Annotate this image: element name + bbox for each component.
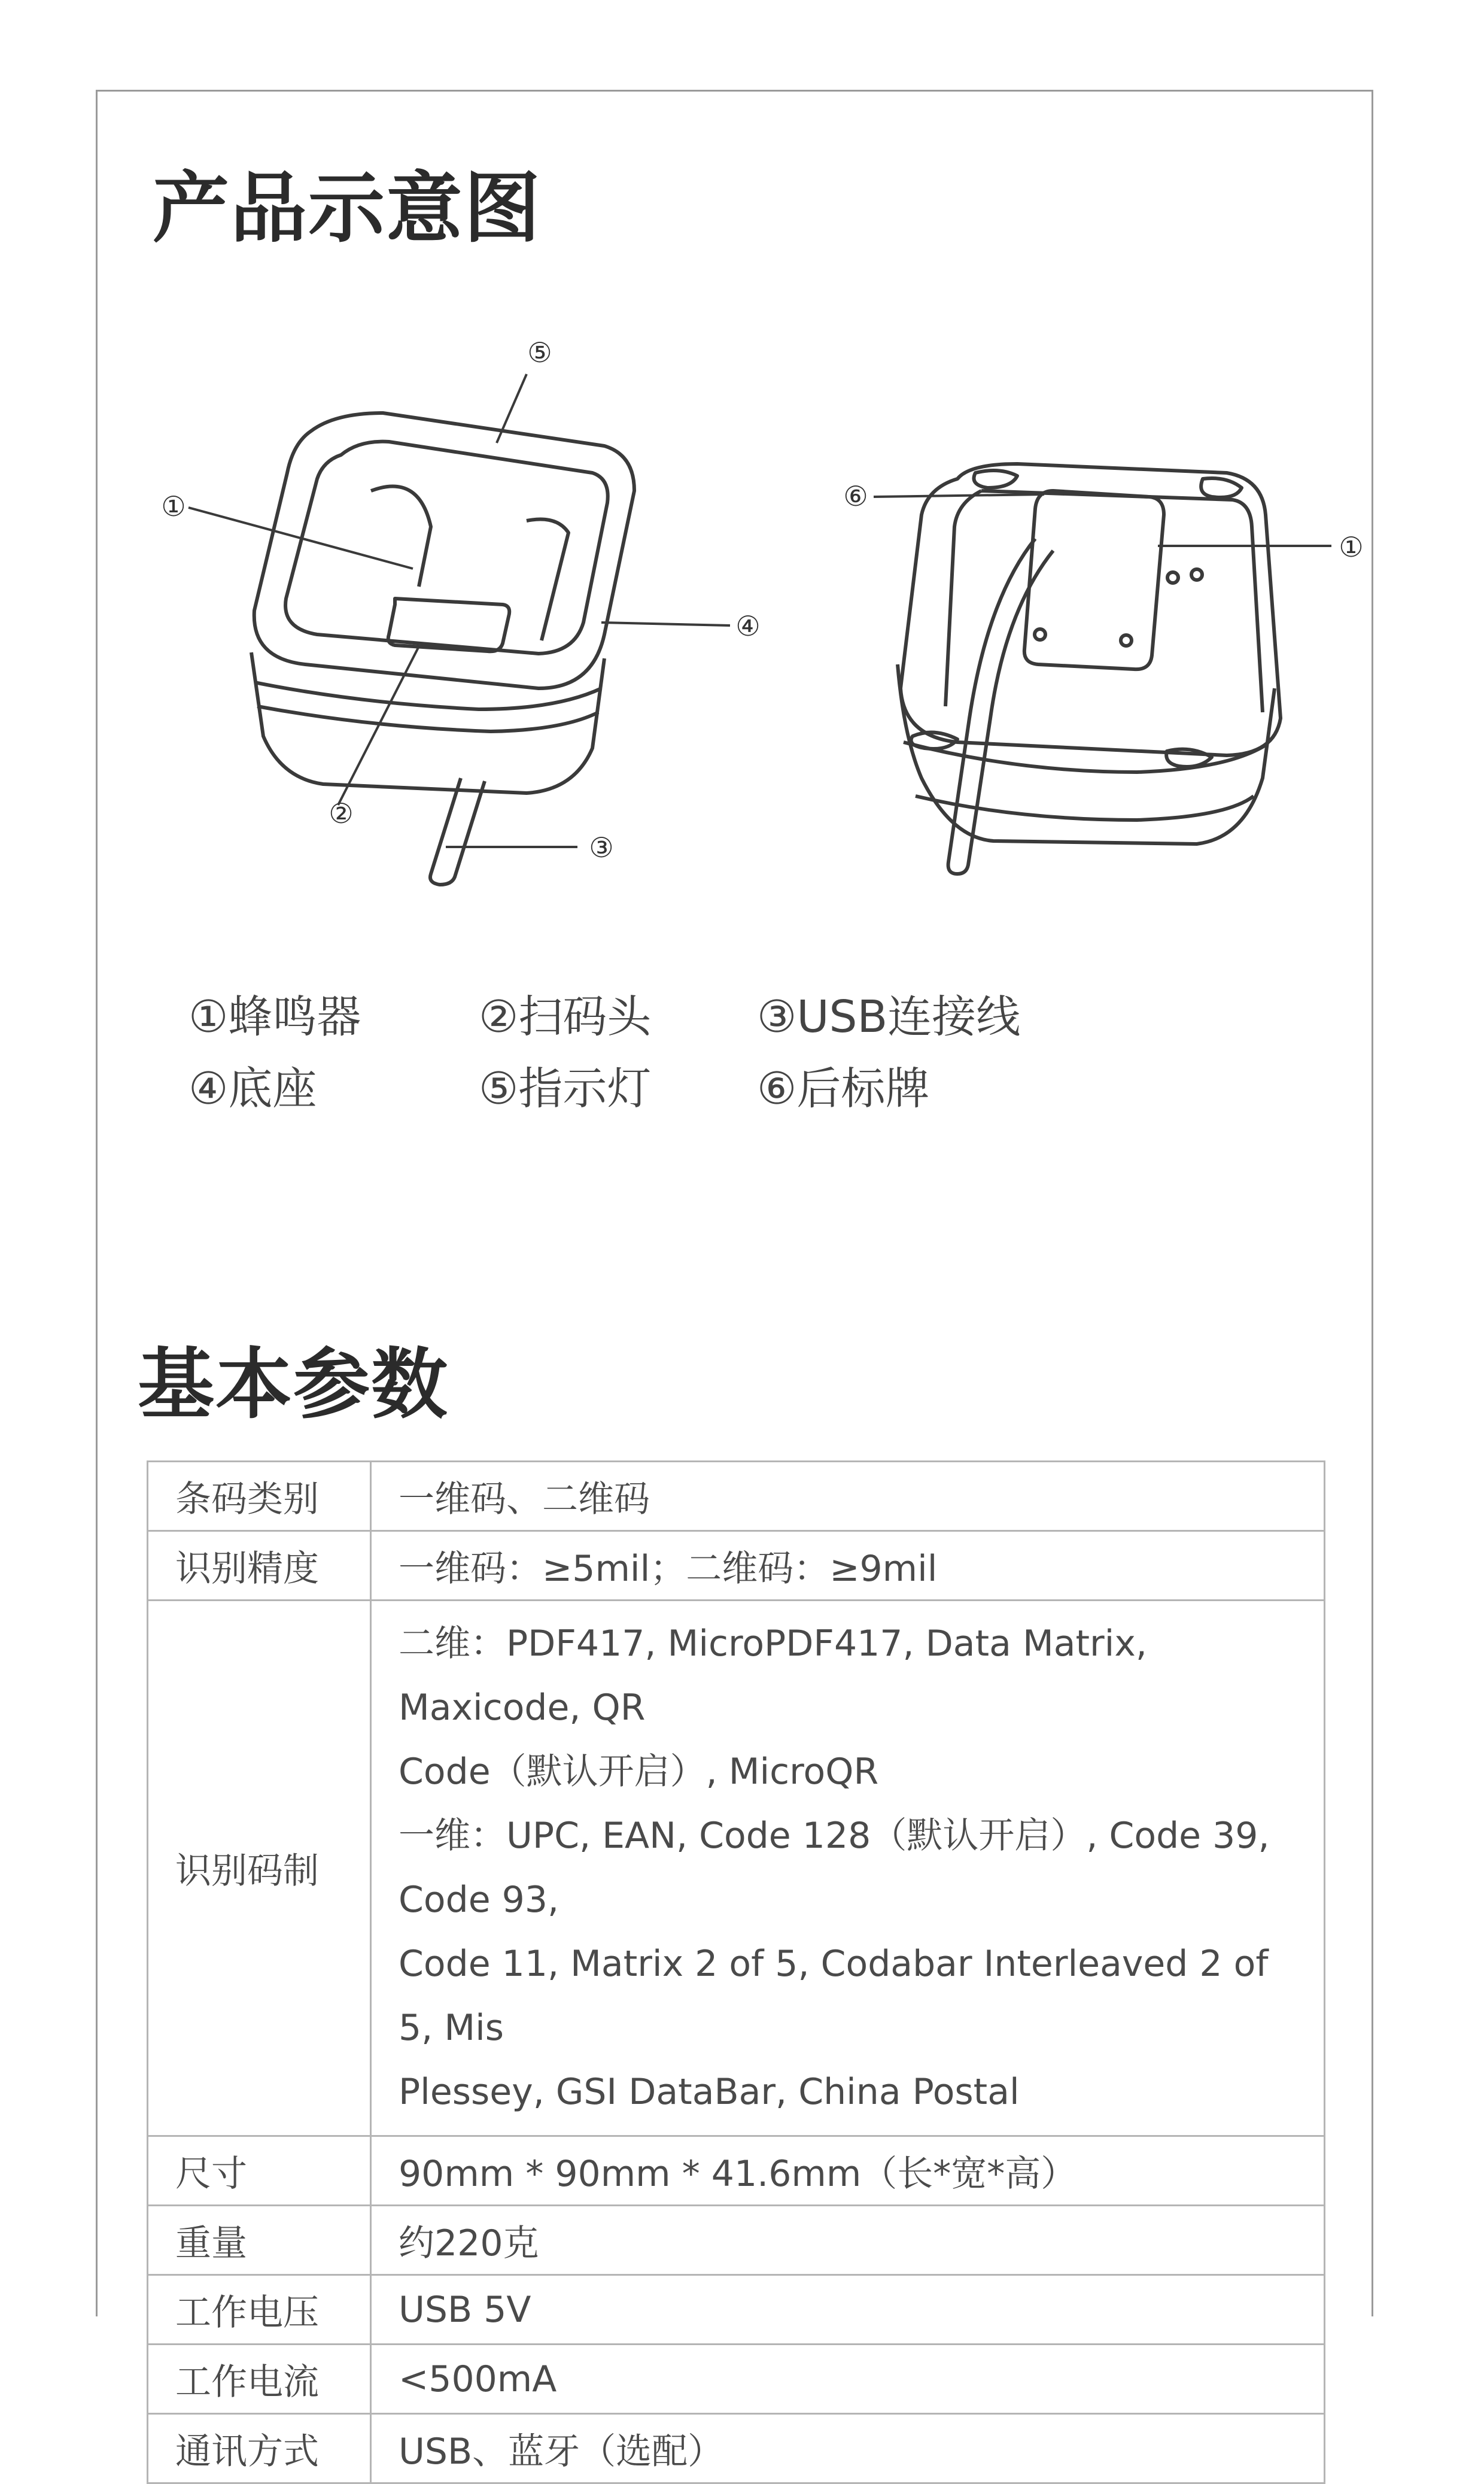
table-row	[148, 1601, 1325, 2136]
param-value: 约220克	[371, 2206, 1325, 2275]
legend-buzzer: ①蜂鸣器	[188, 991, 361, 1043]
callout-1-rear: ①	[1339, 531, 1364, 563]
param-value	[371, 1601, 1325, 2136]
legend-scan-head: ②扫码头	[479, 991, 652, 1043]
legend-rear-plate: ⑥后标牌	[757, 1063, 930, 1115]
param-key: 通讯方式	[148, 2414, 371, 2483]
param-key: 识别精度	[148, 1531, 371, 1601]
param-key: 识别码制	[148, 1601, 371, 2136]
params-table	[147, 1460, 1325, 2484]
param-value: USB、蓝牙（选配）	[371, 2414, 1325, 2483]
param-value-line: 二维：PDF417, MicroPDF417, Data Matrix, Maxicode, QR	[399, 1623, 1147, 1729]
param-value-line: Code 11, Matrix 2 of 5, Codabar Interleaved 2 of 5, Mis	[399, 1943, 1269, 2049]
param-key: 条码类别	[148, 1462, 371, 1531]
params-section-title: 基本参数	[138, 1340, 449, 1429]
param-value: USB 5V	[371, 2275, 1325, 2345]
param-key: 重量	[148, 2206, 371, 2275]
param-value-line: Code（默认开启）, MicroQR	[399, 1751, 879, 1793]
callout-3: ③	[589, 831, 614, 864]
front-view-drawing	[251, 413, 634, 885]
table-row	[148, 2414, 1325, 2483]
callout-4: ④	[735, 610, 761, 642]
legend-usb-cable: ③USB连接线	[757, 991, 1021, 1043]
product-diagram	[0, 0, 1484, 934]
table-row	[148, 2136, 1325, 2206]
param-value: 一维码、二维码	[371, 1462, 1325, 1531]
callout-2: ②	[329, 797, 354, 830]
table-row	[148, 2345, 1325, 2414]
legend-base: ④底座	[188, 1063, 317, 1115]
param-value-line: 一维：UPC, EAN, Code 128（默认开启）, Code 39, Code 93,	[399, 1815, 1270, 1921]
param-value: 90mm * 90mm * 41.6mm（长*宽*高）	[371, 2136, 1325, 2206]
param-value: <500mA	[371, 2345, 1325, 2414]
callout-1-front: ①	[161, 490, 186, 523]
table-row	[148, 1531, 1325, 1601]
table-row	[148, 2275, 1325, 2345]
table-row	[148, 2206, 1325, 2275]
param-key: 工作电压	[148, 2275, 371, 2345]
legend-indicator: ⑤指示灯	[479, 1063, 652, 1115]
diagram-section-title: 产品示意图	[153, 164, 542, 253]
callout-6: ⑥	[843, 480, 868, 512]
table-row	[148, 1462, 1325, 1531]
param-key: 尺寸	[148, 2136, 371, 2206]
param-value: 一维码：≥5mil；二维码：≥9mil	[371, 1531, 1325, 1601]
callout-5: ⑤	[527, 336, 552, 369]
rear-view-drawing	[898, 464, 1281, 874]
param-value-line: Plessey, GSI DataBar, China Postal	[399, 2071, 1020, 2113]
param-key: 工作电流	[148, 2345, 371, 2414]
